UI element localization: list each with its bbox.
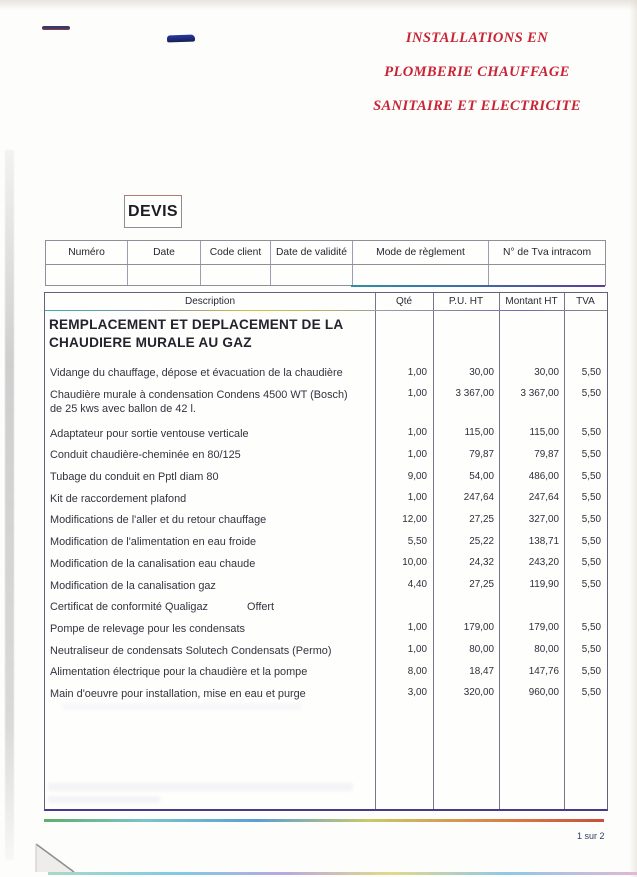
item-unit-price: 115,00 [464,427,494,439]
scan-color-fringe [351,285,605,287]
quote-info-table [45,240,606,286]
item-description [45,598,375,620]
item-amount: 79,87 [534,448,559,460]
info-header-numero: Numéro [46,241,128,264]
item-description: Modifications de l'aller et du retour chauffage [50,514,267,527]
page-corner-fold [34,842,76,874]
page-indicator: 1 sur 2 [577,831,605,841]
item-description: Neutraliseur de condensats Solutech Condensats (Permo) [50,644,332,657]
item-unit-price: 25,22 [469,535,494,547]
item-note: Offert [247,601,275,614]
items-rows [45,364,607,707]
table-row [45,598,607,620]
item-unit-price: 320,00 [463,687,494,699]
item-qty: 1,00 [407,448,427,460]
info-table-values-row [46,265,605,285]
item-qty: 1,00 [407,644,427,656]
item-qty: 5,50 [407,535,427,547]
info-value-code-client [201,265,271,285]
col-header-description: Description [184,296,236,307]
info-value-mode-reglement [353,265,489,285]
item-amount: 115,00 [529,427,559,439]
item-unit-price [433,598,499,620]
items-table-header-row [45,293,607,310]
table-row [45,533,607,555]
item-qty: 3,00 [407,687,427,699]
item-tva: 5,50 [581,492,601,504]
info-value-numero [46,265,128,285]
redacted-logo-mark [167,35,195,43]
item-amount: 30,00 [534,366,559,378]
item-tva: 5,50 [581,687,601,699]
item-qty: 1,00 [407,427,427,439]
item-unit-price: 18,47 [469,665,494,677]
item-description: Main d'oeuvre pour installation, mise en eau et purge [50,687,306,700]
items-table [44,292,608,811]
column-divider [564,293,565,809]
item-qty: 1,00 [407,622,427,634]
table-row [45,577,607,599]
info-header-date-validite: Date de validité [271,241,353,264]
info-header-tva-intracom: N° de Tva intracom [502,247,592,258]
col-header-tva: TVA [576,296,595,307]
item-unit-price: 80,00 [469,644,494,656]
item-tva: 5,50 [581,388,601,400]
item-amount: 327,00 [528,513,559,525]
column-divider [375,293,376,809]
info-value-date-validite [271,265,353,285]
info-value-tva-intracom [489,265,605,285]
item-description: Modification de la canalisation gaz [50,579,216,592]
column-divider [433,293,434,809]
item-amount: 179,00 [528,622,559,634]
item-description: Adaptateur pour sortie ventouse verticale [50,427,249,440]
item-tva: 5,50 [581,644,601,656]
item-qty: 1,00 [407,492,427,504]
item-tva: 5,50 [581,448,601,460]
table-row [45,555,607,577]
item-amount [499,598,564,620]
letterhead [336,21,618,123]
col-header-unit-price: P.U. HT [448,296,484,307]
info-value-date [128,265,201,285]
item-tva: 5,50 [581,513,601,525]
item-tva: 5,50 [581,579,601,590]
table-row [45,446,607,468]
table-row [45,685,607,707]
table-row [45,468,607,490]
table-row [45,364,607,386]
item-amount: 119,90 [529,579,559,590]
scan-right-edge-tint [629,0,637,877]
table-row [45,620,607,642]
info-header-mode-reglement: Mode de règlement [353,241,489,264]
item-unit-price: 27,25 [469,513,494,525]
item-description: Modification de la canalisation eau chaude [50,557,256,570]
section-title-line1: REMPLACEMENT ET DEPLACEMENT DE LA [49,317,344,332]
scan-color-fringe [45,310,607,311]
item-unit-price: 54,00 [469,470,494,482]
item-unit-price: 79,87 [469,448,494,460]
table-row [45,386,607,425]
document-type-label: DEVIS [124,195,182,228]
item-description: Modification de l'alimentation en eau froide [50,536,257,549]
item-description-line1: Chaudière murale à condensation Condens 4500 WT (Bosch) [50,388,348,401]
table-row [45,663,607,685]
item-unit-price: 27,25 [469,579,494,590]
letterhead-line: INSTALLATIONS EN [405,30,549,46]
column-divider [499,293,500,809]
letterhead-line: PLOMBERIE CHAUFFAGE [384,64,570,80]
item-amount: 138,71 [528,535,559,547]
table-row [45,511,607,533]
col-header-qty: Qté [395,296,413,307]
item-amount: 80,00 [534,644,559,656]
item-amount: 960,00 [528,687,559,699]
info-table-header-row [46,241,605,265]
info-header-date: Date [128,241,201,264]
item-description: Pompe de relevage pour les condensats [50,622,245,635]
item-unit-price: 179,00 [463,622,494,634]
item-description-text: Certificat de conformité Qualigaz [50,601,208,614]
item-description: Tubage du conduit en Pptl diam 80 [50,471,219,484]
item-description: Kit de raccordement plafond [50,492,187,505]
item-amount: 147,76 [528,665,559,677]
item-qty: 12,00 [402,513,427,525]
item-description: Vidange du chauffage, dépose et évacuation de la chaudière [50,367,343,379]
item-qty: 8,00 [407,665,427,677]
item-qty: 10,00 [402,557,427,569]
item-tva: 5,50 [581,366,601,378]
item-tva: 5,50 [581,470,601,482]
item-amount: 247,64 [528,492,559,504]
item-description: Conduit chaudière-cheminée en 80/125 [50,449,241,462]
table-row [45,490,607,512]
table-row [45,425,607,447]
scan-color-fringe [44,819,604,822]
redacted-logo-mark [42,26,70,30]
item-unit-price: 30,00 [469,366,494,378]
item-amount: 3 367,00 [520,388,559,400]
letterhead-line: SANITAIRE ET ELECTRICITE [373,98,581,114]
item-amount: 243,20 [528,557,559,569]
item-qty [375,598,433,620]
item-tva: 5,50 [581,427,601,439]
info-header-code-client: Code client [201,241,271,264]
item-qty: 9,00 [407,470,427,482]
item-description-line2: de 25 kws avec ballon de 42 l. [50,403,196,416]
item-tva [564,598,607,620]
section-title-line2: CHAUDIERE MURALE AU GAZ [49,334,252,350]
item-tva: 5,50 [581,665,601,677]
section-title [49,316,379,351]
item-qty: 1,00 [407,388,427,400]
item-amount: 486,00 [528,470,559,482]
item-description: Alimentation électrique pour la chaudière et la pompe [50,666,308,679]
scan-bottom-edge [48,872,637,875]
item-qty: 4,40 [407,579,427,590]
item-description [45,386,375,425]
item-unit-price: 3 367,00 [455,388,494,400]
col-header-amount: Montant HT [505,296,558,307]
scan-top-band [0,0,637,10]
item-unit-price: 247,64 [463,492,494,504]
item-unit-price: 24,32 [469,557,494,569]
scan-left-edge-shadow [5,150,14,860]
item-tva: 5,50 [581,622,601,634]
item-tva: 5,50 [581,535,601,547]
item-tva: 5,50 [581,557,601,569]
item-qty: 1,00 [407,366,427,378]
table-row [45,642,607,664]
